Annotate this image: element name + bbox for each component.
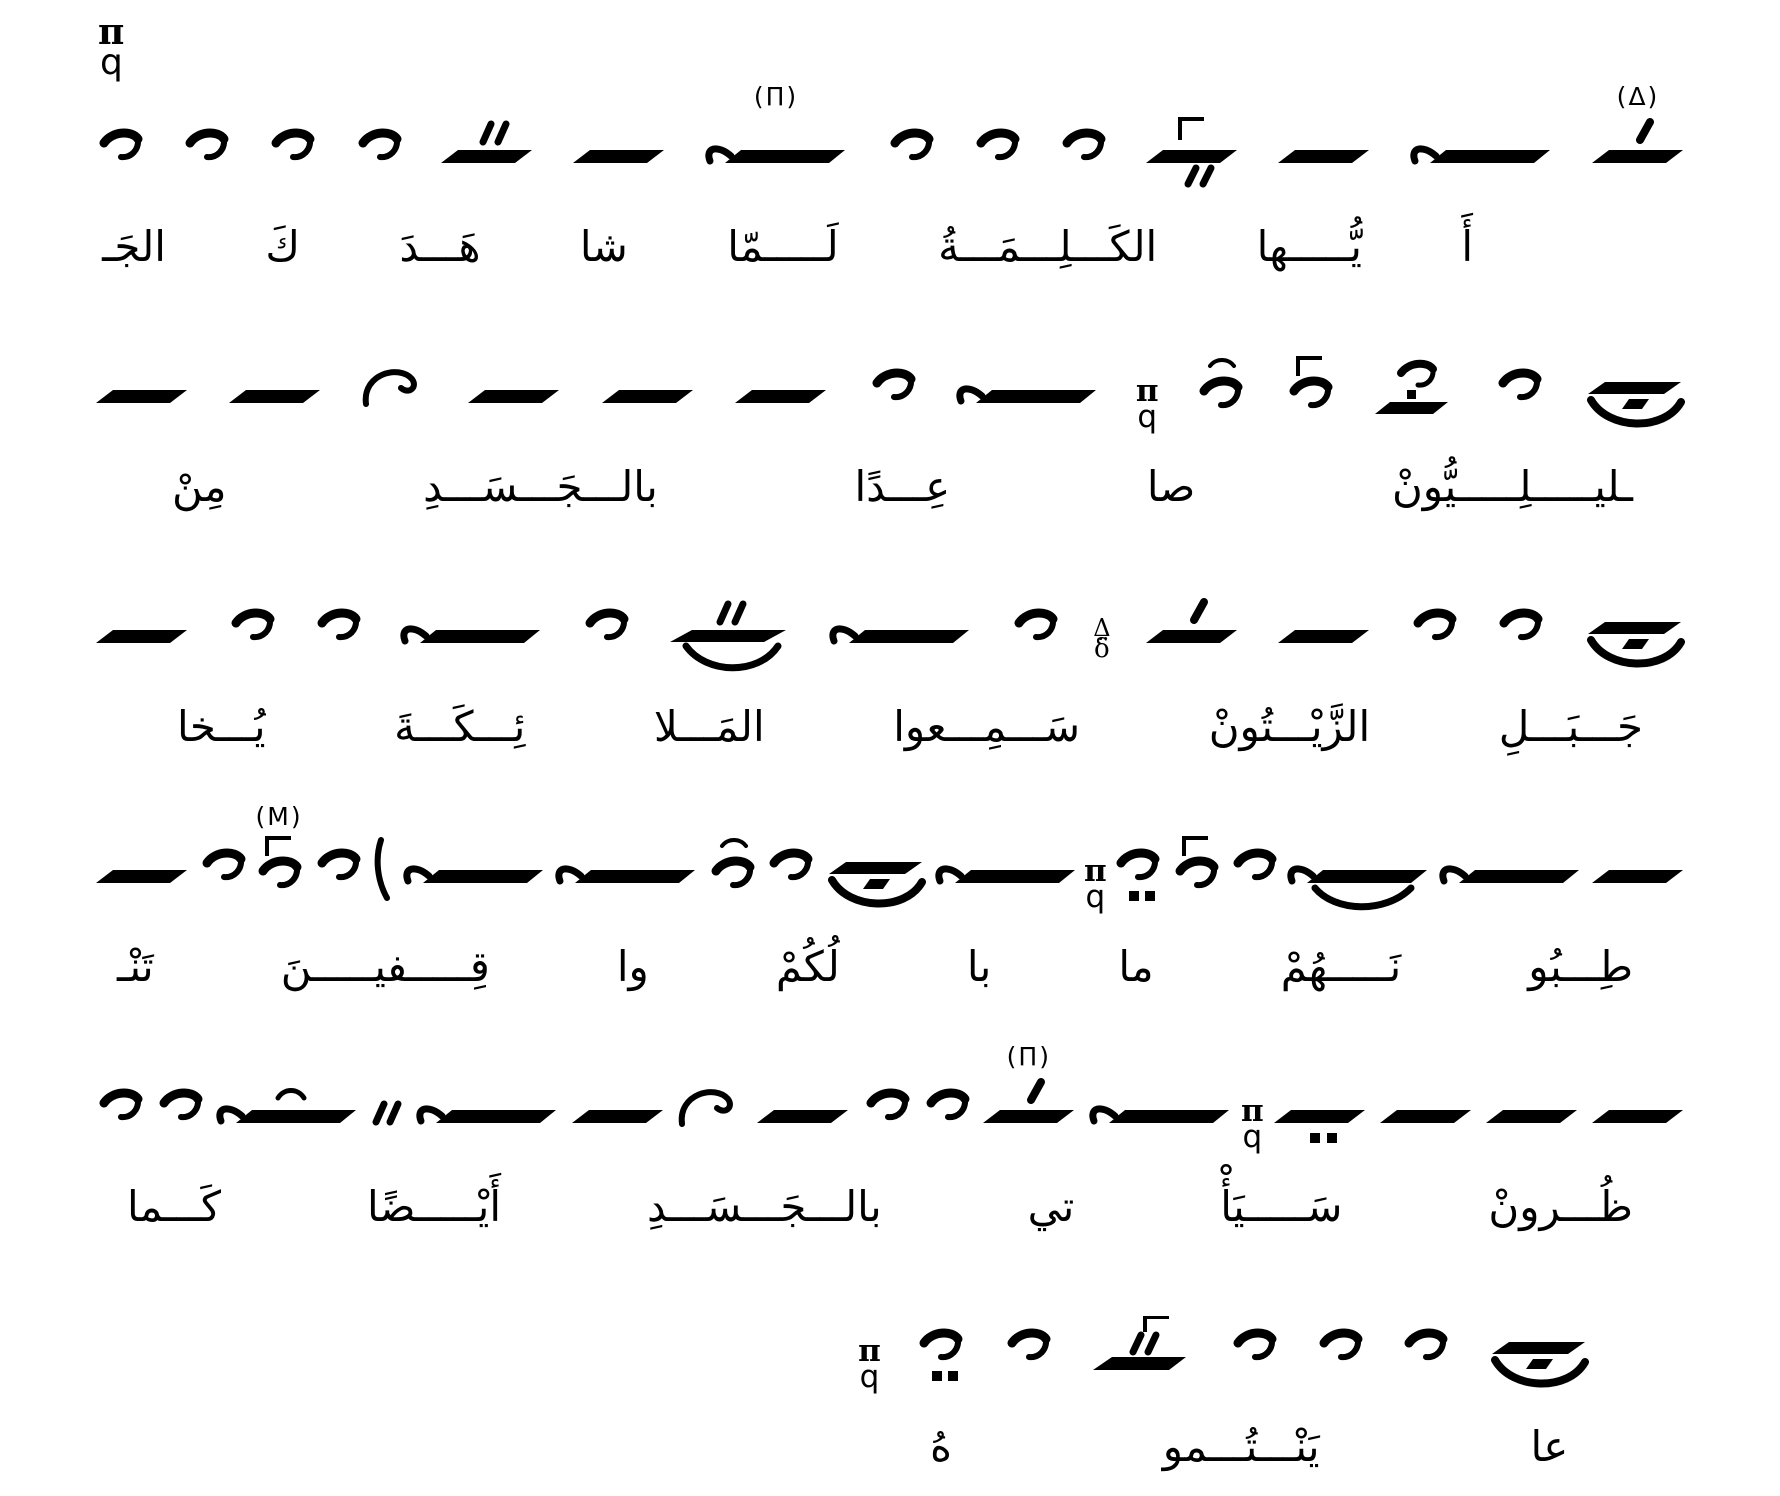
apostrophos-kentima-icon xyxy=(704,836,760,920)
ison-icon xyxy=(753,1076,853,1160)
lyric-syllable: عِـــدًا xyxy=(854,462,951,511)
ison-gorgon-kentimata-icon xyxy=(1142,116,1242,200)
ison-icon xyxy=(569,116,669,200)
initial-martyria xyxy=(98,11,125,83)
lyric-syllable: الكَـــلِـــمَـــةُ xyxy=(938,222,1158,271)
martyria-pa xyxy=(1240,1076,1264,1156)
apostrophos-dipli-icon xyxy=(1109,836,1165,920)
apostrophos-icon xyxy=(1226,836,1280,920)
kylisma-icon xyxy=(675,1076,747,1160)
lyric-syllable: طِـــبُو xyxy=(1528,942,1633,991)
petasti-icon xyxy=(551,836,701,920)
ison-icon xyxy=(92,356,192,440)
apostrophos-icon xyxy=(859,1076,913,1160)
martyria-bottom-glyph: q xyxy=(1085,879,1106,916)
petasti-icon xyxy=(825,596,975,680)
score-line-5 xyxy=(92,1038,1688,1264)
lyric-syllable: شا xyxy=(579,222,628,271)
lyric-syllable: يُّـــــها xyxy=(1256,222,1362,271)
apostrophos-gorgon-icon xyxy=(1168,836,1224,920)
lyric-syllable: عا xyxy=(1530,1422,1569,1471)
ison-kentima-icon xyxy=(1142,596,1242,680)
petasti-kentima-icon xyxy=(212,1076,362,1160)
apostrophos-icon xyxy=(1397,1316,1451,1400)
score-line-3 xyxy=(92,558,1688,784)
lyric-syllable: با xyxy=(966,942,992,991)
ison-icon xyxy=(92,836,192,920)
score-body xyxy=(0,78,1780,1496)
ison-dipli-icon xyxy=(1270,1076,1370,1160)
apostrophos-icon xyxy=(310,596,364,680)
lyrics-row-3 xyxy=(92,680,1688,784)
ison-antikenoma-icon xyxy=(1482,1316,1592,1400)
apostrophos-gorgon-icon xyxy=(1282,356,1338,440)
ison-antikenoma-icon xyxy=(1578,356,1688,440)
score-line-2 xyxy=(92,318,1688,544)
lyric-syllable: سَـــمِـــعوا xyxy=(893,702,1081,751)
lyric-syllable: مِنْ xyxy=(172,462,227,511)
ison-kentimata-icon xyxy=(437,116,537,200)
lyric-syllable: يُـــخا xyxy=(177,702,266,751)
martyria-pi-glyph: π xyxy=(98,11,125,53)
lyric-syllable: الزَّيْـــتُونْ xyxy=(1208,702,1371,751)
neume-row-5 xyxy=(92,1038,1688,1160)
martyria-bottom-glyph: δ̈ xyxy=(1094,634,1110,665)
apostrophos-icon xyxy=(310,836,364,920)
lyric-syllable: أَ xyxy=(1461,222,1473,271)
lyric-syllable: بالـــجَـــسَـــدِ xyxy=(423,462,658,511)
apostrophos-ison-icon xyxy=(1371,356,1457,440)
ison-icon xyxy=(1482,1076,1582,1160)
apostrophos-icon xyxy=(195,836,249,920)
apostrophos-icon xyxy=(264,116,318,200)
apostrophos-kentima-icon xyxy=(1192,356,1248,440)
petasti-icon xyxy=(1406,116,1556,200)
apostrophos-icon xyxy=(92,116,146,200)
lyric-syllable: نَـــــهُمْ xyxy=(1280,942,1402,991)
lyric-syllable: ئِـــكَـــةَ xyxy=(394,702,526,751)
lyric-syllable: ما xyxy=(1118,942,1154,991)
martyria-bottom-glyph: q xyxy=(1137,399,1158,436)
modal-marker: (Π) xyxy=(1006,1042,1051,1071)
lyric-syllable: الجَـ xyxy=(102,222,166,271)
lyric-syllable: سَـــــيَأْ xyxy=(1220,1182,1343,1231)
modal-marker: (M) xyxy=(255,802,303,831)
ison-kentimata-antikenoma-icon xyxy=(664,596,794,680)
ison-kentima-icon xyxy=(979,1042,1079,1160)
ison-icon xyxy=(92,596,192,680)
ison-icon xyxy=(568,1076,668,1160)
petasti-icon xyxy=(396,596,546,680)
martyria-pa xyxy=(1084,836,1107,916)
lyric-syllable: تي xyxy=(1027,1182,1075,1231)
petasti-icon xyxy=(701,82,851,200)
lyric-syllable: لُكُمْ xyxy=(775,942,840,991)
lyric-syllable: ظُـــرونْ xyxy=(1488,1182,1633,1231)
ison-icon xyxy=(731,356,831,440)
apostrophos-icon xyxy=(883,116,937,200)
apostrophos-icon xyxy=(1312,1316,1366,1400)
petasti-icon xyxy=(931,836,1081,920)
apostrophos-icon xyxy=(578,596,632,680)
lyrics-row-2 xyxy=(92,440,1688,544)
martyria-di xyxy=(1093,596,1111,665)
lyric-syllable: هَـــدَ xyxy=(399,222,481,271)
apostrophos-dipli-icon xyxy=(912,1316,968,1400)
neume-row-4 xyxy=(92,798,1688,920)
ison-icon xyxy=(464,356,564,440)
apostrophos-icon xyxy=(178,116,232,200)
ison-kentima-icon xyxy=(1588,82,1688,200)
apostrophos-icon xyxy=(969,116,1023,200)
bareia-icon xyxy=(366,836,396,920)
apostrophos-icon xyxy=(1055,116,1109,200)
apostrophos-icon xyxy=(1406,596,1460,680)
apostrophos-icon xyxy=(1226,1316,1280,1400)
apostrophos-icon xyxy=(762,836,816,920)
martyria-pa xyxy=(1135,356,1159,436)
martyria-bottom-glyph: q xyxy=(859,1359,880,1396)
petasti-icon xyxy=(1435,836,1585,920)
petasti-icon xyxy=(952,356,1102,440)
apostrophos-icon xyxy=(865,356,919,440)
lyric-syllable: لَـــــمّا xyxy=(727,222,839,271)
lyric-syllable: كَ xyxy=(265,222,300,271)
martyria-pa xyxy=(858,1316,881,1396)
lyric-syllable: تَنْـ xyxy=(117,942,154,991)
lyrics-row-1 xyxy=(92,200,1688,304)
apostrophos-icon xyxy=(92,1076,146,1160)
apostrophos-icon xyxy=(1007,596,1061,680)
martyria-top-glyph: π xyxy=(1084,853,1107,889)
kylisma-icon xyxy=(359,356,431,440)
lyrics-row-4 xyxy=(92,920,1688,1024)
ison-icon xyxy=(1274,596,1374,680)
ison-kentimata-gorgon-icon xyxy=(1085,1316,1195,1400)
score-line-1 xyxy=(92,78,1688,304)
lyric-syllable: بالـــجَـــسَـــدِ xyxy=(646,1182,882,1231)
lyrics-row-6 xyxy=(930,1400,1568,1496)
lyric-syllable: المَـــلا xyxy=(653,702,765,751)
lyric-syllable: هُ xyxy=(929,1422,952,1471)
ison-antikenoma-icon xyxy=(1578,596,1688,680)
petasti-icon xyxy=(1085,1076,1235,1160)
apostrophos-icon xyxy=(1491,356,1545,440)
petasti-icon xyxy=(412,1076,562,1160)
lyric-syllable: يَنْـــتُـــمو xyxy=(1162,1422,1320,1471)
martyria-q-glyph: q xyxy=(100,41,123,83)
modal-marker: (Π) xyxy=(753,82,799,111)
ison-antikenoma-icon xyxy=(819,836,929,920)
ison-icon xyxy=(1376,1076,1476,1160)
ison-icon xyxy=(1274,116,1374,200)
lyric-syllable: قِـــــفيـــــنَ xyxy=(280,942,490,991)
neume-row-1 xyxy=(92,78,1688,200)
lyric-syllable: جَـــبَـــلِ xyxy=(1498,702,1643,751)
lyric-syllable: كَـــما xyxy=(127,1182,221,1231)
lyric-syllable: ـليـــــلِـــــيُّونْ xyxy=(1391,462,1633,511)
martyria-top-glyph: π xyxy=(1135,373,1159,409)
neume-row-3 xyxy=(92,558,1688,680)
apostrophos-gorgon-icon xyxy=(251,802,307,920)
apostrophos-icon xyxy=(919,1076,973,1160)
lyrics-row-5 xyxy=(92,1160,1688,1264)
neume-row-2 xyxy=(92,318,1688,440)
martyria-top-glyph: π xyxy=(1240,1093,1264,1129)
ison-icon xyxy=(225,356,325,440)
apostrophos-icon xyxy=(152,1076,206,1160)
ison-icon xyxy=(598,356,698,440)
lyric-syllable: أَيْـــــضًا xyxy=(366,1182,502,1231)
martyria-bottom-glyph: q xyxy=(1242,1119,1263,1156)
score-line-4 xyxy=(92,798,1688,1024)
lyric-syllable: صا xyxy=(1146,462,1196,511)
apostrophos-icon xyxy=(1000,1316,1054,1400)
martyria-top-glyph: π xyxy=(858,1333,881,1369)
apostrophos-icon xyxy=(1492,596,1546,680)
apostrophos-icon xyxy=(224,596,278,680)
ison-icon xyxy=(1588,836,1688,920)
lyric-syllable: وا xyxy=(616,942,649,991)
ison-icon xyxy=(1588,1076,1688,1160)
martyria-top-glyph: Δ xyxy=(1093,614,1111,642)
petasti-antikenoma-icon xyxy=(1283,836,1433,920)
apostrophos-icon xyxy=(351,116,405,200)
kentimata-icon xyxy=(368,1076,406,1160)
petasti-icon xyxy=(399,836,549,920)
modal-marker: (Δ) xyxy=(1616,82,1660,111)
score-line-6 xyxy=(92,1278,1688,1496)
neume-row-6 xyxy=(858,1278,1592,1400)
